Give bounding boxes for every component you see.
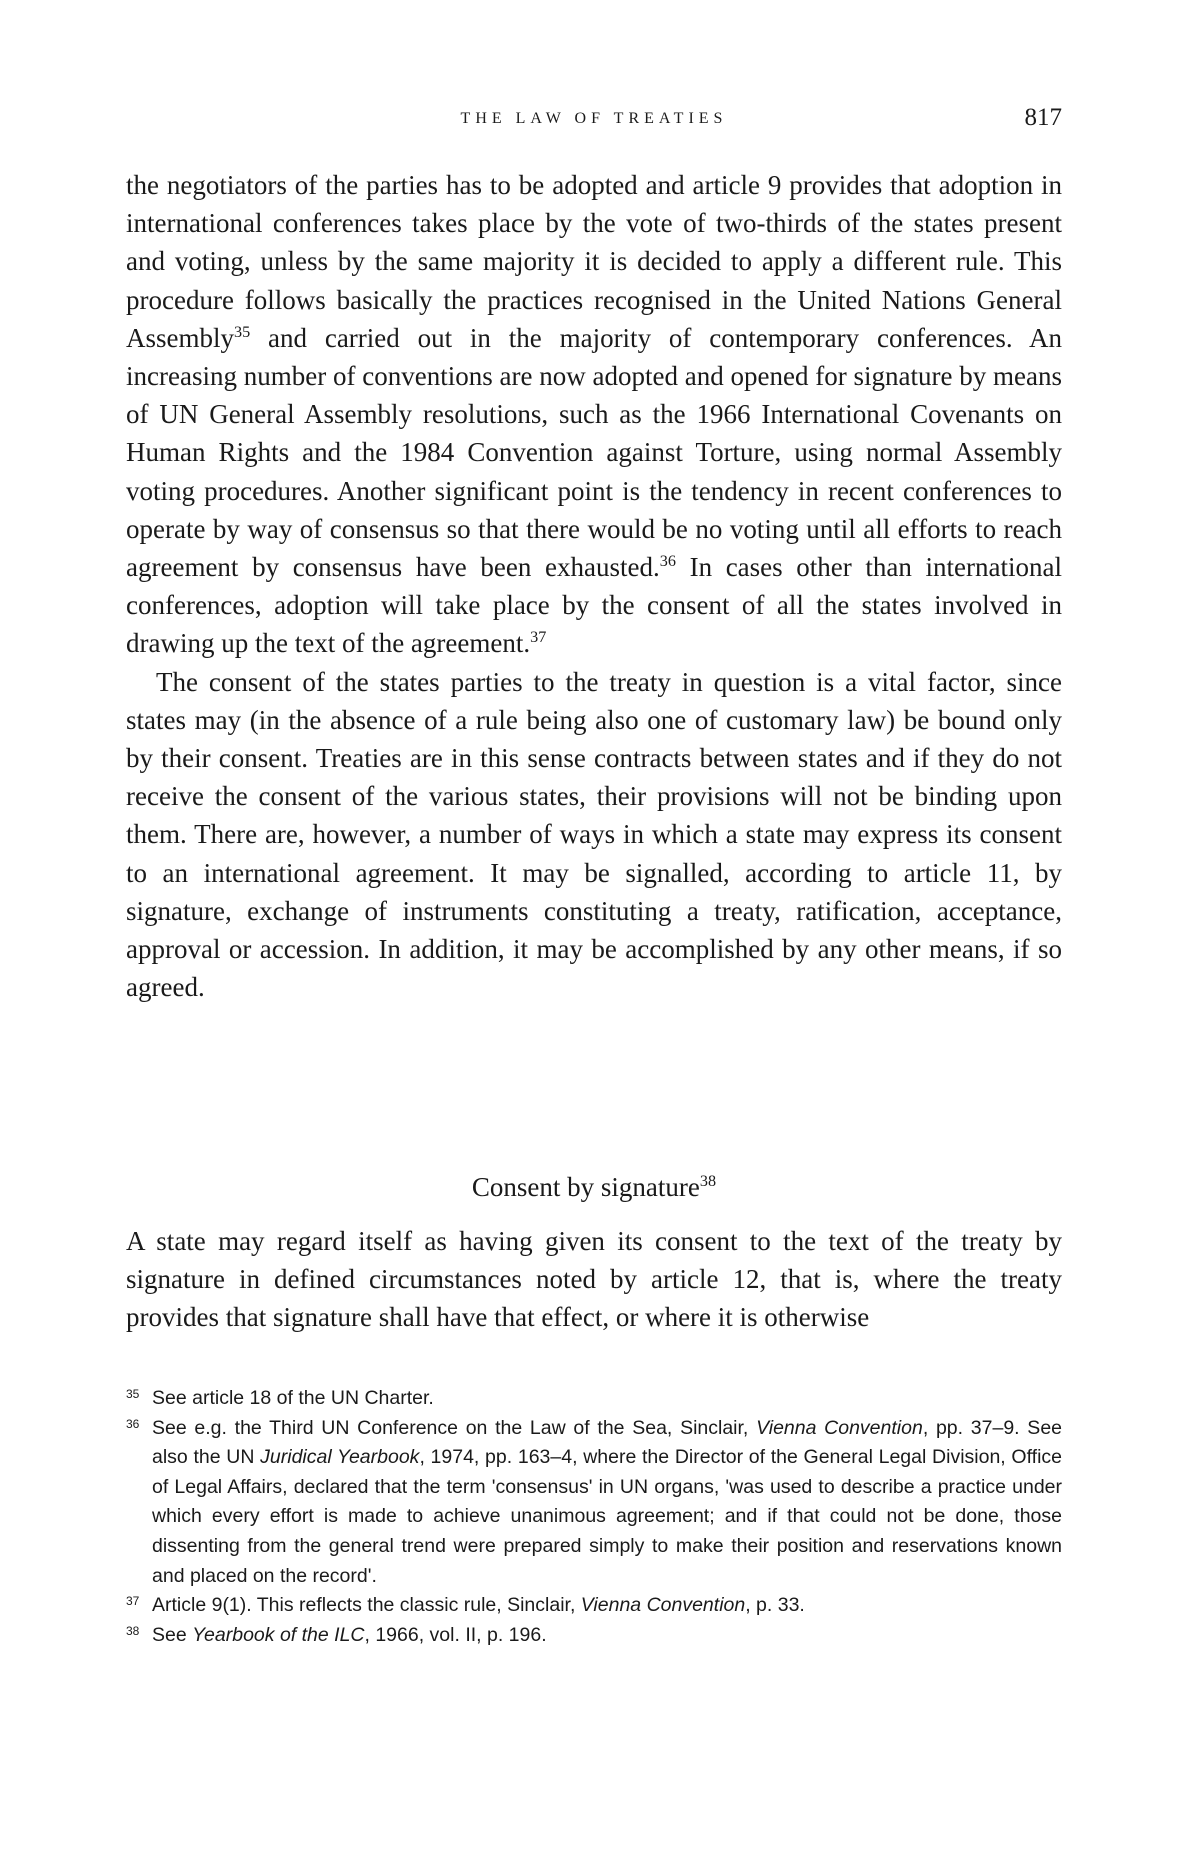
footnote-ref-36: 36 — [659, 552, 676, 571]
citation-title: Vienna Convention — [756, 1416, 923, 1439]
footnote-number: 37 — [126, 1594, 140, 1609]
page-number: 817 — [1024, 104, 1062, 131]
footnote-37 — [126, 1591, 1062, 1621]
citation-title: Yearbook of the ILC — [192, 1623, 365, 1646]
footnote-35 — [126, 1384, 1062, 1414]
footnote-ref-35: 35 — [234, 322, 251, 341]
section-heading — [126, 1172, 1062, 1203]
paragraph-1-text-c: In cases other than international conferences, adoption will take place by the consent of all the states involved in drawing up the text of the agreement. — [126, 552, 1062, 659]
section-body — [126, 1222, 1062, 1337]
running-title: THE LAW OF TREATIES — [460, 110, 728, 127]
section-heading-text: Consent by signature — [471, 1172, 700, 1202]
paragraph-2: The consent of the states parties to the treaty in question is a vital factor, since states may (in the absence of a rule being also one of customary law) be bound only by their consent. Treaties are in this sense contracts between states and if they do not receive the consent of the various states, their provisions will not be binding upon them. There are, however, a number of ways in which a state may express its consent to an international agreement. It may be signalled, according to article 11, by signature, exchange of instruments constituting a treaty, ratification, acceptance, approval or accession. In addition, it may be accomplished by any other means, if so agreed. — [126, 666, 1062, 1003]
footnote-text: Article 9(1). This reflects the classic rule, Sinclair, — [152, 1594, 581, 1617]
paragraph-1-text-b: and carried out in the majority of contemporary conferences. An increasing number of conventions are now adopted and opened for signature by means of UN General Assembly resolutions, such as the 1966 International Covenants on Human Rights and the 1984 Convention against Torture, using normal Assembly voting procedures. Another significant point is the tendency in recent conferences to operate by way of consensus so that there would be no voting until all efforts to reach agreement by consensus have been exhausted. — [126, 322, 1062, 583]
footnote-text: , pp. 37–9. See also the UN — [152, 1416, 1063, 1469]
footnote-text: , 1966, vol. II, p. 196. — [364, 1623, 547, 1646]
footnote-text: , p. 33. — [745, 1594, 805, 1617]
footnote-text: , 1974, pp. 163–4, where the Director of the General Legal Division, Office of Legal Affairs, declared that the term 'consensus' in UN organs, 'was used to describe a practice under which every effort is made to achieve unanimous agreement; and if that could not be done, those dissenting from the general trend were prepared simply to make their position and reservations known and placed on the record'. — [152, 1446, 1062, 1587]
citation-title: Vienna Convention — [580, 1594, 746, 1617]
footnote-ref-37: 37 — [530, 628, 547, 647]
footnote-text: See e.g. the Third UN Conference on the Law of the Sea, Sinclair, — [152, 1416, 757, 1439]
footnote-number: 38 — [126, 1623, 140, 1638]
footnote-text: See article 18 of the UN Charter. — [152, 1387, 434, 1409]
footnote-ref-38: 38 — [699, 1172, 717, 1190]
footnotes — [126, 1384, 1062, 1650]
running-head — [126, 104, 1062, 140]
footnote-text: See — [152, 1623, 193, 1646]
paragraph-1-text-a: the negotiators of the parties has to be adopted and article 9 provides that adoption in international conferences takes place by the vote of two-thirds of the states present and voting, unless by the same majority it is decided to apply a different rule. This procedure follows basically the practices recognised in the United Nations General Assembly — [126, 170, 1062, 353]
footnote-38 — [126, 1621, 1062, 1651]
footnote-number: 36 — [126, 1416, 140, 1431]
body-text — [126, 166, 1062, 1006]
paragraph-3: A state may regard itself as having given its consent to the text of the treaty by signature in defined circumstances noted by article 12, that is, where the treaty provides that signature shall have that effect, or where it is otherwise — [126, 1226, 1062, 1333]
paragraph-1 — [126, 166, 1062, 663]
footnote-number: 35 — [126, 1387, 140, 1401]
citation-title: Juridical Yearbook — [260, 1446, 420, 1469]
footnote-36 — [126, 1414, 1062, 1592]
